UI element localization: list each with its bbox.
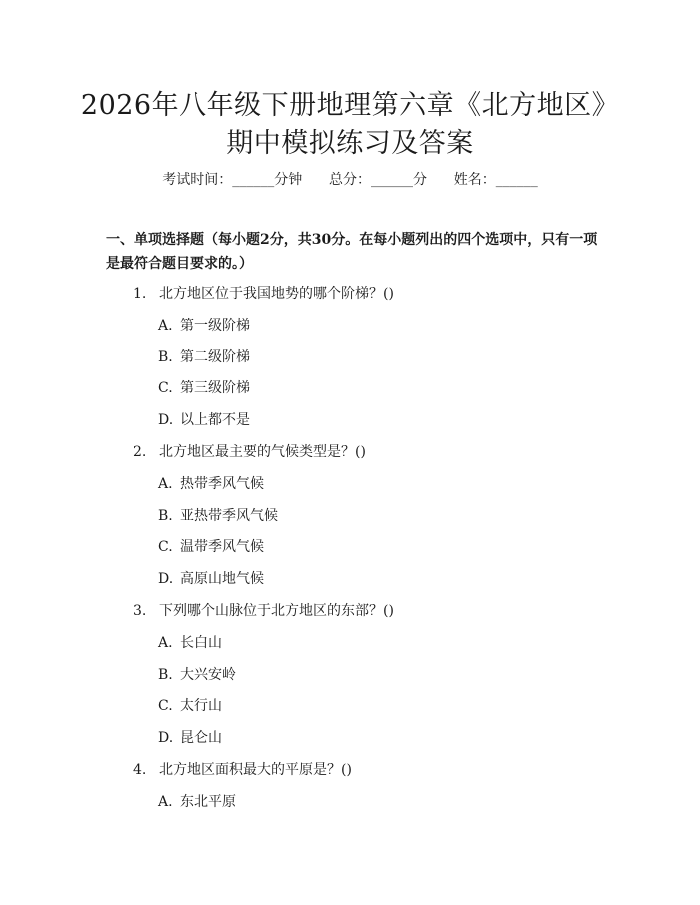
option-letter: D. (158, 571, 174, 587)
option-letter: A. (158, 794, 173, 810)
option-letter: C. (158, 380, 173, 396)
option-letter: B. (158, 349, 173, 365)
option-text: 第一级阶梯 (180, 318, 250, 334)
option-text: 昆仑山 (180, 730, 222, 746)
option-3d (158, 727, 222, 747)
option-text: 大兴安岭 (180, 667, 236, 683)
option-1b (158, 346, 250, 366)
question-text: 北方地区面积最大的平原是？() (159, 762, 352, 778)
option-letter: D. (158, 412, 174, 428)
option-text: 高原山地气候 (180, 571, 264, 587)
section-heading-single-choice: 一、单项选择题（每小题2分，共30分。在每小题列出的四个选项中，只有一项是最符合题目要求的。） (106, 232, 598, 272)
option-letter: D. (158, 730, 174, 746)
option-4a (158, 791, 236, 811)
question-number: 4. (133, 762, 147, 778)
option-text: 亚热带季风气候 (180, 508, 278, 524)
option-letter: C. (158, 539, 173, 555)
question-4 (133, 759, 352, 779)
option-text: 东北平原 (180, 794, 236, 810)
option-text: 太行山 (180, 698, 222, 714)
question-text: 下列哪个山脉位于北方地区的东部？() (159, 603, 394, 619)
option-text: 热带季风气候 (180, 476, 264, 492)
option-2a (158, 473, 264, 493)
option-text: 温带季风气候 (180, 539, 264, 555)
option-1a (158, 315, 250, 335)
option-2c (158, 536, 264, 556)
option-3c (158, 695, 222, 715)
option-letter: A. (158, 476, 173, 492)
question-1 (133, 283, 394, 303)
option-text: 第三级阶梯 (180, 380, 250, 396)
option-letter: B. (158, 667, 173, 683)
question-number: 1. (133, 286, 147, 302)
question-3 (133, 600, 394, 620)
option-text: 以上都不是 (180, 412, 250, 428)
question-text: 北方地区位于我国地势的哪个阶梯？() (159, 286, 394, 302)
option-letter: A. (158, 318, 173, 334)
question-number: 2. (133, 444, 147, 460)
option-2d (158, 568, 264, 588)
option-letter: B. (158, 508, 173, 524)
option-2b (158, 505, 278, 525)
option-1c (158, 377, 250, 397)
option-text: 第二级阶梯 (180, 349, 250, 365)
question-text: 北方地区最主要的气候类型是？() (159, 444, 366, 460)
option-3b (158, 664, 236, 684)
option-3a (158, 632, 222, 652)
document-title-line2: 期中模拟练习及答案 (226, 128, 474, 159)
option-text: 长白山 (180, 635, 222, 651)
exam-meta-line: 考试时间：______分钟 总分：______分 姓名：______ (162, 172, 538, 188)
option-letter: A. (158, 635, 173, 651)
document-title-line1: 2026年八年级下册地理第六章《北方地区》 (80, 90, 620, 121)
question-2 (133, 441, 366, 461)
option-letter: C. (158, 698, 173, 714)
option-1d (158, 409, 250, 429)
question-number: 3. (133, 603, 147, 619)
